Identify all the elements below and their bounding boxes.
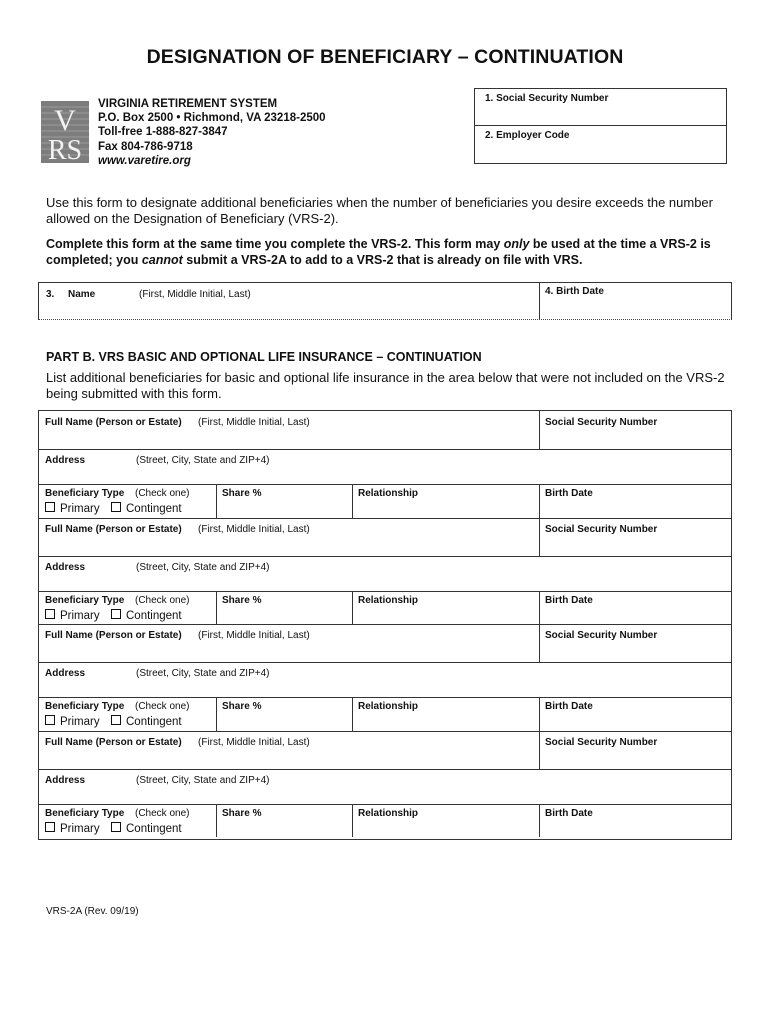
warning-emphasis-only: only bbox=[503, 237, 530, 251]
member-birth-field[interactable] bbox=[539, 283, 731, 319]
address-label: Address bbox=[45, 774, 86, 786]
full-name-hint: (First, Middle Initial, Last) bbox=[198, 630, 310, 641]
warning-emphasis-cannot: cannot bbox=[141, 253, 183, 267]
primary-label: Primary bbox=[60, 609, 100, 622]
part-b-description: List additional beneficiaries for basic and optional life insurance in the area below that were not included on the VRS-2 being submitted with this form. bbox=[46, 370, 725, 401]
intro-text: Use this form to designate additional beneficiaries when the number of beneficiaries you desire exceeds the number allowed on the Designation of Beneficiary (VRS-2). bbox=[46, 195, 713, 226]
contingent-checkbox[interactable] bbox=[111, 715, 182, 728]
org-address-block bbox=[98, 97, 326, 168]
svg-text:V: V bbox=[54, 104, 76, 137]
contingent-checkbox[interactable] bbox=[111, 822, 182, 835]
full-name-hint: (First, Middle Initial, Last) bbox=[198, 523, 310, 535]
beneficiary-block bbox=[39, 624, 731, 732]
address-label: Address bbox=[45, 455, 86, 466]
full-name-row bbox=[39, 624, 731, 663]
ssn-label: 1. Social Security Number bbox=[485, 93, 609, 104]
org-name: VIRGINIA RETIREMENT SYSTEM bbox=[98, 98, 278, 110]
share-label: Share % bbox=[222, 807, 262, 819]
address-hint: (Street, City, State and ZIP+4) bbox=[136, 561, 270, 573]
relationship-label: Relationship bbox=[358, 488, 419, 499]
member-birth-label: 4. Birth Date bbox=[545, 286, 604, 297]
full-name-row bbox=[39, 411, 731, 450]
address-row[interactable] bbox=[39, 662, 731, 698]
beneficiary-block bbox=[39, 411, 731, 519]
type-row bbox=[39, 484, 731, 518]
primary-checkbox[interactable] bbox=[45, 822, 100, 835]
relationship-label: Relationship bbox=[358, 701, 419, 712]
member-name-box bbox=[38, 282, 732, 320]
ssn-label: Social Security Number bbox=[545, 736, 658, 748]
member-name-label: Name bbox=[68, 289, 96, 300]
employer-code-label: 2. Employer Code bbox=[485, 130, 570, 141]
contingent-checkbox[interactable] bbox=[111, 502, 182, 515]
full-name-label: Full Name (Person or Estate) bbox=[45, 630, 182, 641]
primary-checkbox[interactable] bbox=[45, 502, 100, 515]
address-row[interactable] bbox=[39, 556, 731, 592]
type-row bbox=[39, 804, 731, 838]
warning-text bbox=[46, 236, 736, 268]
contingent-label: Contingent bbox=[126, 716, 182, 728]
primary-label: Primary bbox=[60, 822, 100, 835]
full-name-hint: (First, Middle Initial, Last) bbox=[198, 736, 310, 748]
relationship-label: Relationship bbox=[358, 594, 419, 606]
type-row bbox=[39, 591, 731, 625]
warning-part-1: Complete this form at the same time you complete the VRS-2. This form may bbox=[46, 237, 504, 251]
address-label: Address bbox=[45, 561, 86, 573]
page-title: DESIGNATION OF BENEFICIARY – CONTINUATION bbox=[146, 46, 624, 68]
birth-date-label: Birth Date bbox=[545, 488, 593, 499]
relationship-label: Relationship bbox=[358, 807, 419, 819]
org-website[interactable]: www.varetire.org bbox=[98, 154, 191, 167]
ssn-label: Social Security Number bbox=[545, 417, 658, 428]
employer-code-field[interactable] bbox=[475, 126, 726, 141]
primary-checkbox[interactable] bbox=[45, 715, 100, 728]
svg-text:RS: RS bbox=[47, 135, 83, 163]
org-fax: Fax 804-786-9718 bbox=[98, 140, 193, 153]
warning-part-3: submit a VRS-2A to add to a VRS-2 that is already on file with VRS. bbox=[182, 253, 583, 267]
birth-date-label: Birth Date bbox=[545, 807, 593, 819]
beneficiary-type-label: Beneficiary Type bbox=[45, 807, 125, 819]
contingent-label: Contingent bbox=[126, 609, 182, 622]
vrs-logo bbox=[41, 101, 89, 163]
beneficiary-type-label: Beneficiary Type bbox=[45, 488, 125, 499]
primary-checkbox[interactable] bbox=[45, 609, 100, 622]
org-address: P.O. Box 2500 • Richmond, VA 23218-2500 bbox=[98, 112, 326, 125]
contingent-checkbox[interactable] bbox=[111, 609, 182, 622]
address-hint: (Street, City, State and ZIP+4) bbox=[136, 668, 270, 679]
ssn-field[interactable] bbox=[475, 89, 726, 126]
address-row[interactable] bbox=[39, 769, 731, 805]
beneficiary-type-hint: (Check one) bbox=[135, 807, 190, 819]
ssn-label: Social Security Number bbox=[545, 523, 658, 535]
full-name-row bbox=[39, 731, 731, 770]
share-label: Share % bbox=[222, 488, 262, 499]
beneficiary-table bbox=[38, 410, 732, 840]
member-name-hint: (First, Middle Initial, Last) bbox=[139, 289, 251, 300]
primary-label: Primary bbox=[60, 716, 100, 728]
share-label: Share % bbox=[222, 594, 262, 606]
id-fields-box bbox=[474, 88, 727, 164]
type-row bbox=[39, 697, 731, 731]
beneficiary-type-hint: (Check one) bbox=[135, 488, 190, 499]
share-label: Share % bbox=[222, 701, 262, 712]
beneficiary-block bbox=[39, 518, 731, 626]
full-name-hint: (First, Middle Initial, Last) bbox=[198, 417, 310, 428]
full-name-label: Full Name (Person or Estate) bbox=[45, 736, 182, 748]
contingent-label: Contingent bbox=[126, 503, 182, 515]
member-name-field[interactable] bbox=[39, 283, 540, 319]
full-name-label: Full Name (Person or Estate) bbox=[45, 523, 182, 535]
beneficiary-type-hint: (Check one) bbox=[135, 701, 190, 712]
part-b-heading: PART B. VRS BASIC AND OPTIONAL LIFE INSURANCE – CONTINUATION bbox=[46, 350, 482, 364]
primary-label: Primary bbox=[60, 503, 100, 515]
birth-date-label: Birth Date bbox=[545, 594, 593, 606]
beneficiary-type-label: Beneficiary Type bbox=[45, 594, 125, 606]
form-footer: VRS-2A (Rev. 09/19) bbox=[46, 906, 139, 917]
beneficiary-type-hint: (Check one) bbox=[135, 594, 190, 606]
member-num: 3. bbox=[46, 289, 55, 300]
ssn-label: Social Security Number bbox=[545, 630, 658, 641]
full-name-label: Full Name (Person or Estate) bbox=[45, 417, 182, 428]
address-label: Address bbox=[45, 668, 86, 679]
address-hint: (Street, City, State and ZIP+4) bbox=[136, 455, 270, 466]
full-name-row bbox=[39, 518, 731, 557]
org-tollfree: Toll-free 1-888-827-3847 bbox=[98, 126, 228, 139]
beneficiary-block bbox=[39, 731, 731, 838]
beneficiary-type-label: Beneficiary Type bbox=[45, 701, 125, 712]
address-hint: (Street, City, State and ZIP+4) bbox=[136, 774, 270, 786]
birth-date-label: Birth Date bbox=[545, 701, 593, 712]
address-row[interactable] bbox=[39, 449, 731, 485]
contingent-label: Contingent bbox=[126, 822, 182, 835]
warning-part-2: be used at the time a VRS-2 is completed; you bbox=[46, 237, 711, 267]
